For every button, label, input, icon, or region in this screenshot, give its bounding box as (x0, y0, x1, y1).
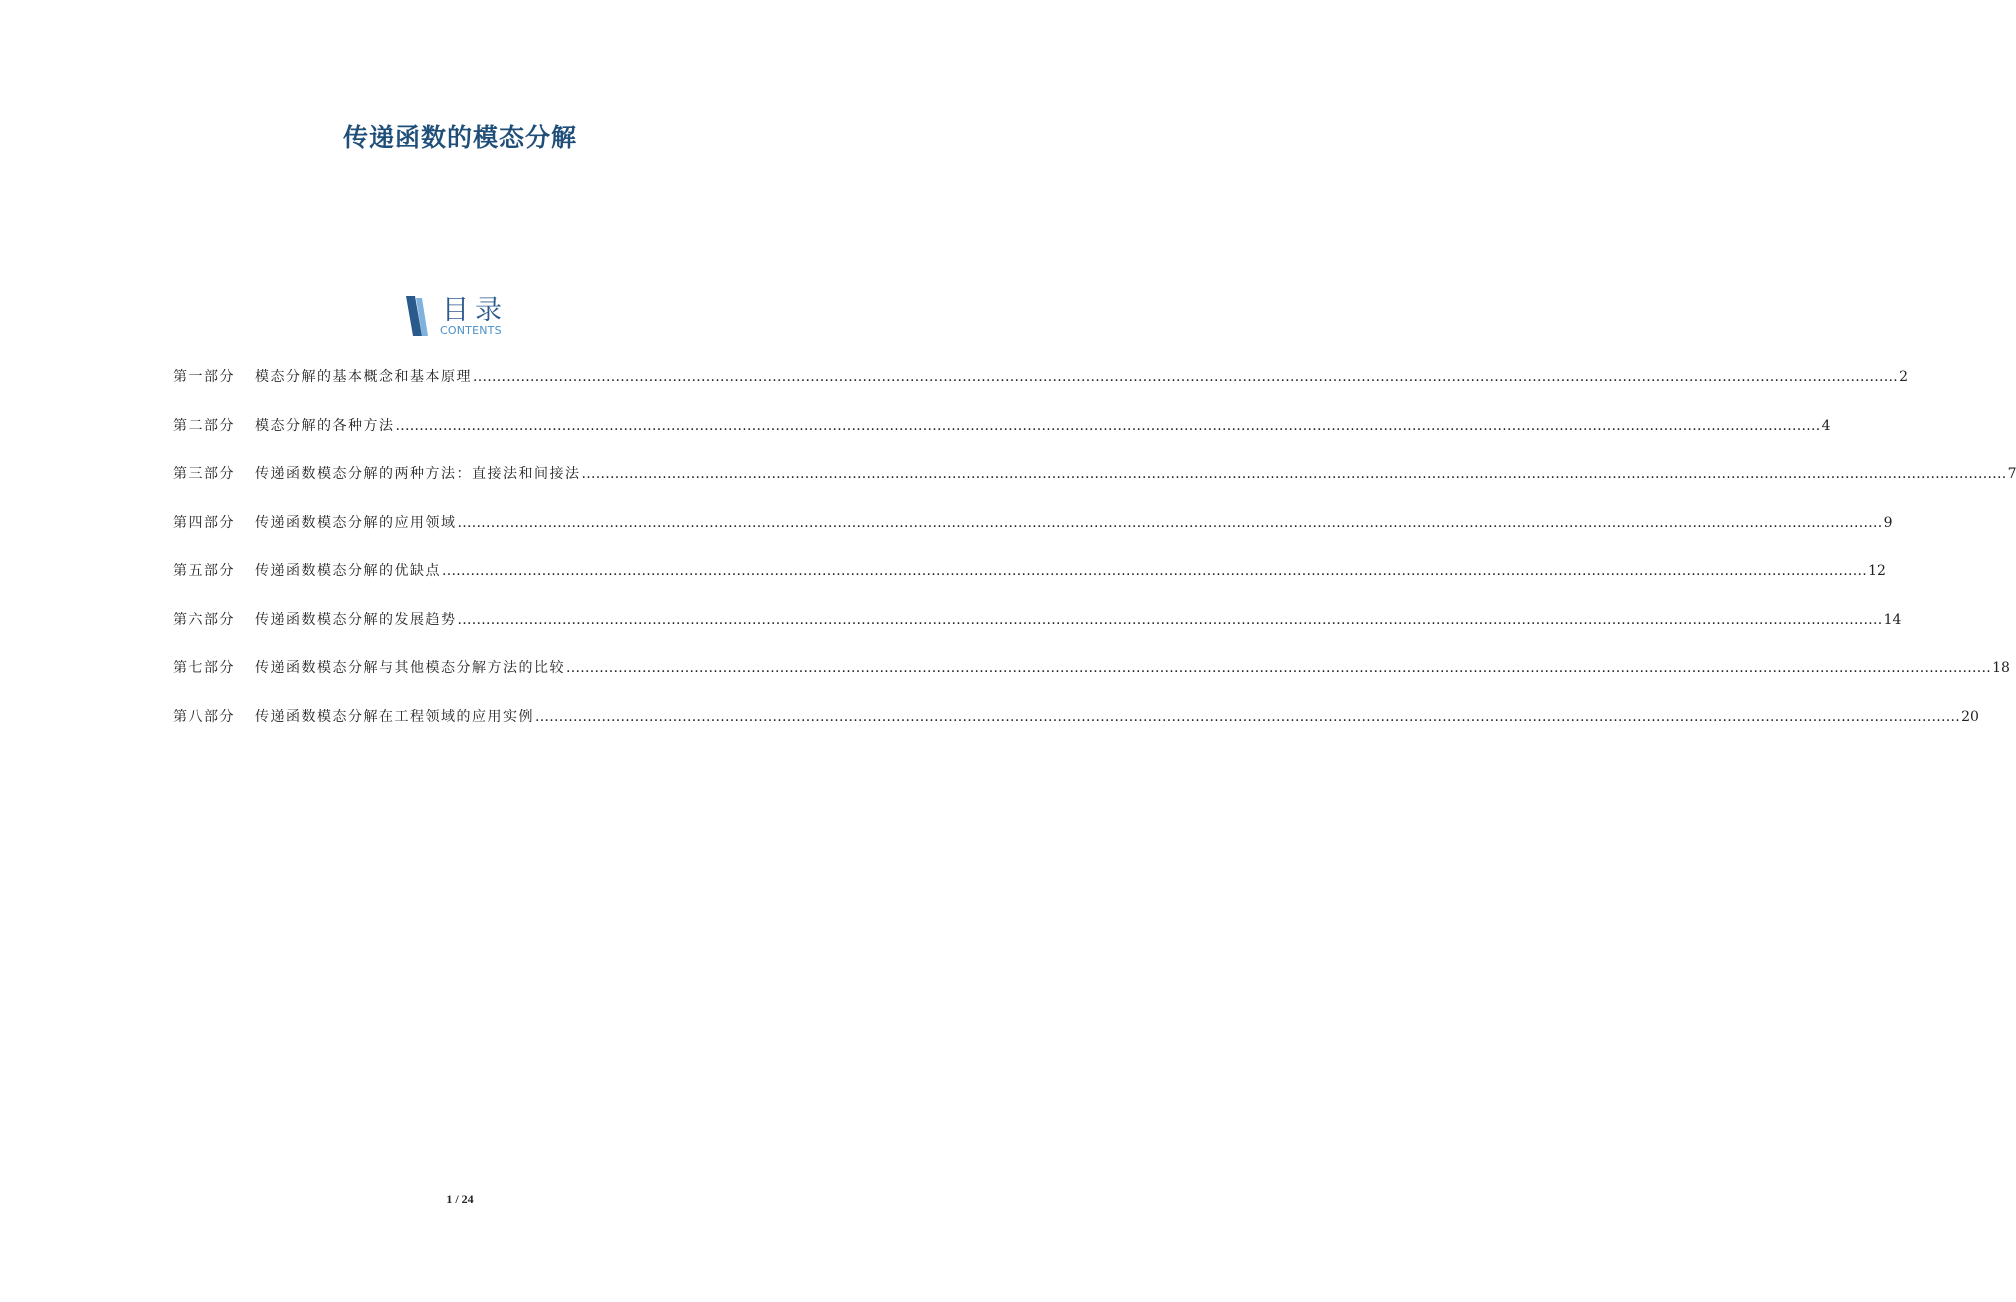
toc-part-label: 第七部分 (173, 660, 235, 676)
toc-entry[interactable] (173, 366, 1908, 415)
toc-entry[interactable] (173, 463, 2016, 512)
toc-list (173, 366, 2016, 754)
toc-entry-title: 传递函数模态分解的发展趋势 (255, 611, 457, 628)
toc-part-label: 第八部分 (173, 708, 235, 725)
toc-header (404, 292, 544, 340)
toc-entry[interactable] (173, 706, 1979, 755)
toc-leader-dots: ............................................................................................................................................................................................................................................................................................................ (581, 466, 2007, 482)
toc-entry-title: 模态分解的各种方法 (255, 417, 395, 434)
toc-entry-title: 传递函数模态分解的两种方法：直接法和间接法 (255, 466, 581, 482)
toc-entry[interactable] (173, 657, 2010, 706)
toc-part-label: 第五部分 (173, 563, 235, 579)
toc-page-number: 20 (1961, 708, 1979, 725)
toc-leader-dots: ............................................................................................................................................................................................................................................................................................................ (457, 514, 1883, 531)
toc-entry-title: 传递函数模态分解的优缺点 (255, 563, 441, 579)
toc-leader-dots: ............................................................................................................................................................................................................................................................................................................ (457, 611, 1883, 628)
bookmark-icon (404, 296, 432, 336)
toc-leader-dots: ............................................................................................................................................................................................................................................................................................................ (473, 369, 1899, 385)
page-number-footer: 1 / 24 (446, 1192, 474, 1206)
toc-entry[interactable] (173, 415, 1831, 464)
toc-part-label: 第一部分 (173, 369, 235, 385)
toc-leader-dots: ............................................................................................................................................................................................................................................................................................................ (395, 417, 1821, 434)
toc-leader-dots: ............................................................................................................................................................................................................................................................................................................ (566, 660, 1992, 676)
toc-page-number: 4 (1821, 417, 1831, 434)
toc-entry[interactable] (173, 560, 1886, 609)
toc-page-number: 14 (1883, 611, 1902, 628)
toc-entry-title: 传递函数模态分解在工程领域的应用实例 (255, 708, 534, 725)
toc-title: 目录 (442, 295, 508, 326)
toc-entry[interactable] (173, 512, 1893, 561)
toc-part-label: 第六部分 (173, 611, 235, 628)
document-title: 传递函数的模态分解 (342, 123, 577, 152)
toc-page-number: 12 (1868, 563, 1886, 579)
toc-page-number: 9 (1883, 514, 1893, 531)
toc-part-label: 第四部分 (173, 514, 235, 531)
toc-entry[interactable] (173, 609, 1902, 658)
toc-entry-title: 传递函数模态分解的应用领域 (255, 514, 457, 531)
toc-page-number: 2 (1899, 369, 1908, 385)
toc-entry-title: 模态分解的基本概念和基本原理 (255, 369, 472, 385)
toc-page-number: 18 (1992, 660, 2010, 676)
toc-leader-dots: ............................................................................................................................................................................................................................................................................................................ (535, 708, 1961, 725)
toc-part-label: 第三部分 (173, 466, 235, 482)
toc-page-number: 7 (2007, 466, 2016, 482)
toc-entry-title: 传递函数模态分解与其他模态分解方法的比较 (255, 660, 565, 676)
toc-leader-dots: ............................................................................................................................................................................................................................................................................................................ (442, 563, 1868, 579)
toc-part-label: 第二部分 (173, 417, 235, 434)
toc-subtitle: CONTENTS (440, 324, 502, 337)
